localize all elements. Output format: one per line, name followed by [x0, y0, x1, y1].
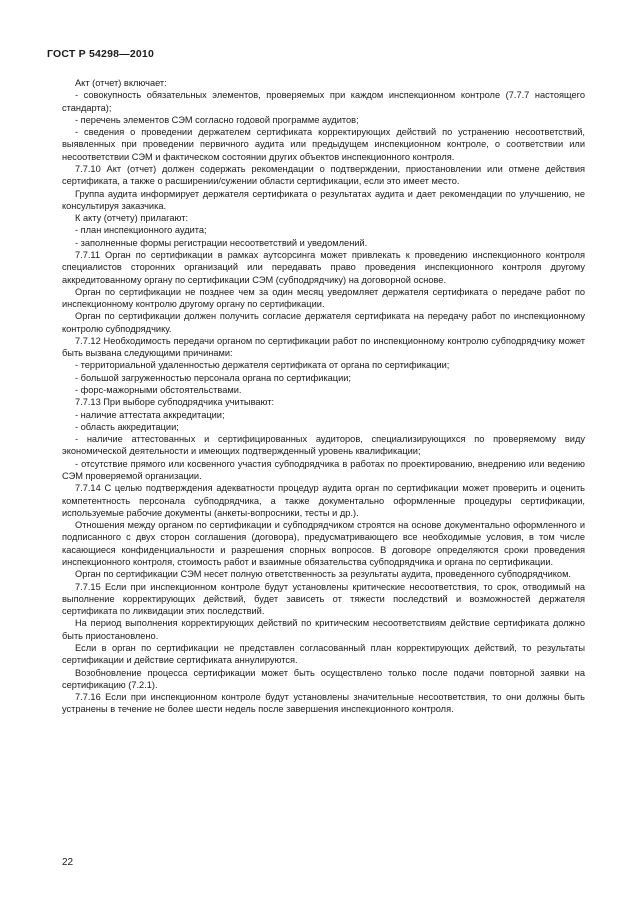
paragraph-3: - перечень элементов СЭМ согласно годовой программе аудитов; [75, 114, 359, 125]
paragraph-12: Орган по сертификации должен получить согласие держателя сертификата на передачу работ по инспекционному контролю субподрядчику. [62, 311, 585, 334]
paragraph-17: 7.7.13 При выборе субподрядчика учитывают: [75, 397, 275, 408]
paragraph-2: - совокупность обязательных элементов, проверяемых при каждом инспекционном контроле (7.7.7 настоящего стандарта); [62, 90, 585, 113]
paragraph-5: 7.7.10 Акт (отчет) должен содержать рекомендации о подтверждении, приостановлении или отмене действия сертификата, а также о расширении/сужении области сертификации, если это имеет место. [62, 163, 585, 187]
paragraph-14: - территориальной удаленностью держателя сертификата от органа по сертификации; [75, 360, 450, 371]
paragraph-18: - наличие аттестата аккредитации; [75, 409, 225, 420]
paragraph-16: - форс-мажорными обстоятельствами. [75, 385, 242, 396]
paragraph-7: К акту (отчету) прилагают: [75, 213, 189, 224]
paragraph-13: 7.7.12 Необходимость передачи органом по сертификации работ по инспекционному контролю субподрядчику может быть вызвана следующими причинами: [62, 335, 585, 359]
paragraph-9: - заполненные формы регистрации несоответствий и уведомлений. [75, 237, 368, 248]
paragraph-28: Возобновление процесса сертификации может быть осуществлено только после подачи повторной заявки на сертификацию (7.2.1). [62, 667, 585, 690]
page-number: 22 [62, 857, 74, 868]
paragraph-15: - большой загруженностью персонала органа по сертификации; [75, 372, 351, 383]
standard-header: ГОСТ Р 54298—2010 [47, 48, 155, 60]
paragraph-23: Отношения между органом по сертификации и субподрядчиком строятся на основе документально оформленного и подписанного с двух сторон соглашения (договора), предусматривающего все необходимые условия, в том числе касающиеся конфиденциальности и разрешения спорных вопросов. В договоре определяются сроки проведения инспекционного контроля, стоимость работ и взаимные обязательства субподрядчика и органа по сертификации. [62, 520, 585, 567]
paragraph-20: - наличие аттестованных и сертифицированных аудиторов, специализирующихся по проверяемому виду экономической деятельности и имеющих подтвержденный уровень квалификации; [62, 434, 585, 457]
paragraph-26: На период выполнения корректирующих действий по критическим несоответствиям действие сертификата должно быть приостановлено. [62, 618, 585, 641]
paragraph-6: Группа аудита информирует держателя сертификата о результатах аудита и дает рекомендации по улучшению, не консультируя заказчика. [62, 188, 585, 211]
document-body [62, 77, 585, 716]
paragraph-22: 7.7.14 С целью подтверждения адекватности процедур аудита орган по сертификации может проверить и оценить компетентность персонала субподрядчика, а также документально оформленные процедуры сертификации, используемые рабочие документы (анкеты-вопросники, тесты и др.). [62, 483, 585, 518]
paragraph-4: - сведения о проведении держателем сертификата корректирующих действий по устранению несоответствий, выявленных при проведении первичного аудита или предыдущем инспекционном контроле, о соответствии или несоответствии СЭМ и фактическом состоянии других объектов инспекционного контроля. [62, 127, 585, 162]
paragraph-25: 7.7.15 Если при инспекционном контроле будут установлены критические несоответствия, то срок, отводимый на выполнение корректирующих действий, будет зависеть от тяжести последствий и возможностей держателя сертификата по ликвидации этих последствий. [62, 581, 585, 617]
paragraph-10: 7.7.11 Орган по сертификации в рамках аутсорсинга может привлекать к проведению инспекционного контроля специалистов сторонних организаций или передавать право проведения инспекционного контроля другому аккредитованному органу по сертификации СЭМ (субподрядчику) на договорной основе. [62, 249, 585, 285]
paragraph-21: - отсутствие прямого или косвенного участия субподрядчика в работах по проектированию, внедрению или ведению СЭМ проверяемой организации. [62, 458, 585, 481]
paragraph-8: - план инспекционного аудита; [75, 225, 207, 236]
paragraph-19: - область аккредитации; [75, 421, 179, 432]
paragraph-24: Орган по сертификации СЭМ несет полную ответственность за результаты аудита, проведенного субподрядчиком. [75, 569, 571, 580]
paragraph-27: Если в орган по сертификации не представлен согласованный план корректирующих действий, то результаты сертификации и действие сертификата аннулируются. [62, 642, 585, 666]
paragraph-29: 7.7.16 Если при инспекционном контроле будут установлены значительные несоответствия, то они должны быть устранены в течение не более шести недель после завершения инспекционного контроля. [62, 692, 585, 715]
paragraph-1: Акт (отчет) включает: [75, 78, 167, 88]
paragraph-11: Орган по сертификации не позднее чем за один месяц уведомляет держателя сертификата о передаче работ по инспекционному контролю другому органу по сертификации. [62, 286, 585, 310]
